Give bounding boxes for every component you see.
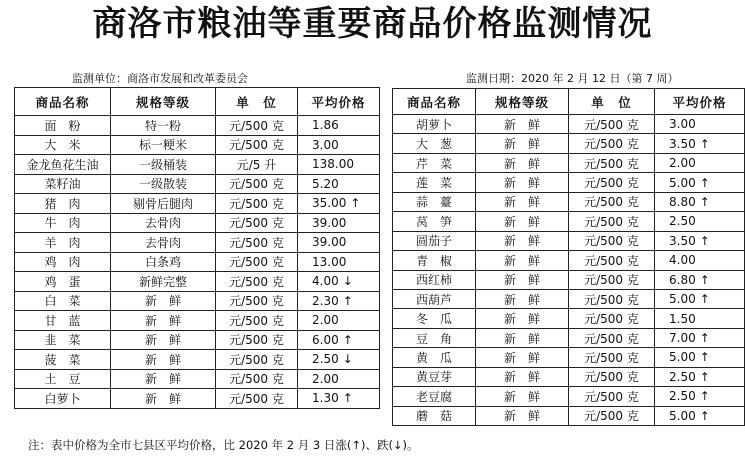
product-name-cell: 西红柿 [393, 270, 476, 289]
product-name-cell: 青 椒 [393, 251, 476, 270]
unit-cell: 元/500 克 [569, 367, 655, 386]
table-row [15, 213, 380, 233]
price-trend-arrow-icon: ↑ [699, 408, 710, 423]
table-row [393, 309, 745, 328]
avg-price-value: 2.50 [669, 214, 696, 229]
table-row [15, 389, 380, 409]
product-name-cell: 甘 蓝 [15, 311, 111, 331]
header-spec: 规格等级 [476, 89, 569, 115]
avg-price-value: 4.00 [669, 253, 696, 268]
footnote: 注：表中价格为全市七县区平均价格，比 2020 年 2 月 3 日涨(↑)、跌(↓)。 [28, 438, 419, 452]
unit-cell: 元/500 克 [569, 328, 655, 347]
table-row [15, 272, 380, 292]
spec-cell: 新 鲜 [476, 348, 569, 367]
product-name-cell: 蘑 菇 [393, 406, 476, 425]
unit-cell: 元/500 克 [569, 115, 655, 134]
monitor-unit: 监测单位：商洛市发展和改革委员会 [72, 72, 248, 85]
price-trend-arrow-icon: ↑ [699, 350, 710, 365]
product-name-cell: 鸡 蛋 [15, 272, 111, 292]
avg-price-value: 2.50 [312, 352, 339, 367]
avg-price-cell [298, 194, 380, 214]
avg-price-cell [655, 348, 745, 367]
unit-cell: 元/500 克 [216, 116, 298, 136]
unit-cell: 元/500 克 [569, 289, 655, 308]
product-name-cell: 韭 菜 [15, 330, 111, 350]
spec-cell: 新 鲜 [476, 231, 569, 250]
unit-cell: 元/500 克 [569, 406, 655, 425]
product-name-cell: 牛 肉 [15, 213, 111, 233]
avg-price-cell [655, 367, 745, 386]
table-row [393, 115, 745, 134]
unit-cell: 元/500 克 [569, 270, 655, 289]
product-name-cell: 莲 菜 [393, 173, 476, 192]
price-trend-arrow-icon: ↑ [699, 369, 710, 384]
unit-cell: 元/500 克 [216, 272, 298, 292]
table-row [393, 387, 745, 406]
table-row [15, 311, 380, 331]
spec-cell: 新 鲜 [111, 311, 216, 331]
spec-cell: 新 鲜 [111, 330, 216, 350]
header-product-name: 商品名称 [15, 88, 111, 116]
spec-cell: 新 鲜 [476, 251, 569, 270]
unit-cell: 元/500 克 [216, 350, 298, 370]
avg-price-value: 1.50 [669, 311, 696, 326]
spec-cell: 新 鲜 [111, 389, 216, 409]
spec-cell: 新鲜完整 [111, 272, 216, 292]
spec-cell: 新 鲜 [476, 387, 569, 406]
avg-price-value: 39.00 [312, 215, 347, 230]
avg-price-value: 5.00 [669, 292, 696, 307]
avg-price-cell [655, 115, 745, 134]
price-trend-arrow-icon: ↑ [342, 391, 353, 406]
avg-price-cell [655, 173, 745, 192]
table-row [15, 135, 380, 155]
avg-price-cell [655, 134, 745, 153]
avg-price-value: 5.00 [669, 350, 696, 365]
avg-price-value: 6.00 [312, 332, 339, 347]
spec-cell: 新 鲜 [476, 153, 569, 172]
unit-cell: 元/500 克 [216, 194, 298, 214]
unit-cell: 元/500 克 [216, 233, 298, 253]
unit-cell: 元/500 克 [216, 291, 298, 311]
avg-price-value: 2.00 [312, 371, 339, 386]
product-name-cell: 土 豆 [15, 369, 111, 389]
unit-cell: 元/500 克 [569, 134, 655, 153]
spec-cell: 新 鲜 [476, 173, 569, 192]
header-product-name: 商品名称 [393, 89, 476, 115]
product-name-cell: 冬 瓜 [393, 309, 476, 328]
table-row [15, 252, 380, 272]
unit-cell: 元/500 克 [216, 135, 298, 155]
product-name-cell: 大 葱 [393, 134, 476, 153]
product-name-cell: 莴 笋 [393, 212, 476, 231]
table-row [393, 153, 745, 172]
avg-price-cell [298, 369, 380, 389]
avg-price-value: 2.50 [669, 369, 696, 384]
spec-cell: 去骨肉 [111, 233, 216, 253]
header-avg-price: 平均价格 [298, 88, 380, 116]
avg-price-value: 6.80 [669, 272, 696, 287]
avg-price-cell [655, 231, 745, 250]
avg-price-cell [655, 251, 745, 270]
avg-price-cell [298, 174, 380, 194]
avg-price-cell [655, 289, 745, 308]
header-unit: 单 位 [569, 89, 655, 115]
table-header-row [393, 89, 745, 115]
unit-cell: 元/500 克 [216, 213, 298, 233]
table-row [15, 155, 380, 175]
unit-cell: 元/500 克 [216, 252, 298, 272]
unit-cell: 元/5 升 [216, 155, 298, 175]
product-name-cell: 面 粉 [15, 116, 111, 136]
table-row [15, 174, 380, 194]
unit-cell: 元/500 克 [216, 311, 298, 331]
product-name-cell: 蒜 薹 [393, 192, 476, 211]
spec-cell: 新 鲜 [111, 350, 216, 370]
unit-cell: 元/500 克 [569, 212, 655, 231]
price-trend-arrow-icon: ↑ [342, 293, 353, 308]
price-trend-arrow-icon: ↑ [699, 272, 710, 287]
spec-cell: 一级散装 [111, 174, 216, 194]
avg-price-value: 39.00 [312, 235, 347, 250]
spec-cell: 白条鸡 [111, 252, 216, 272]
avg-price-cell [298, 389, 380, 409]
avg-price-cell [655, 270, 745, 289]
product-name-cell: 羊 肉 [15, 233, 111, 253]
product-name-cell: 黄 瓜 [393, 348, 476, 367]
table-header-row [15, 88, 380, 116]
avg-price-value: 4.00 [312, 274, 339, 289]
spec-cell: 新 鲜 [111, 291, 216, 311]
price-trend-arrow-icon: ↑ [699, 194, 710, 209]
avg-price-value: 2.30 [312, 293, 339, 308]
table-row [393, 231, 745, 250]
avg-price-value: 3.50 [669, 136, 696, 151]
unit-cell: 元/500 克 [216, 389, 298, 409]
spec-cell: 新 鲜 [476, 328, 569, 347]
product-name-cell: 大 米 [15, 135, 111, 155]
unit-cell: 元/500 克 [569, 251, 655, 270]
avg-price-value: 1.86 [312, 118, 339, 133]
product-name-cell: 白 菜 [15, 291, 111, 311]
avg-price-value: 5.00 [669, 175, 696, 190]
avg-price-cell [655, 328, 745, 347]
unit-cell: 元/500 克 [569, 192, 655, 211]
price-trend-arrow-icon: ↓ [342, 274, 353, 289]
table-row [15, 194, 380, 214]
table-row [393, 134, 745, 153]
avg-price-cell [298, 135, 380, 155]
avg-price-cell [655, 406, 745, 425]
table-row [393, 367, 745, 386]
table-row [393, 173, 745, 192]
table-row [393, 212, 745, 231]
avg-price-value: 138.00 [312, 157, 354, 172]
product-name-cell: 圆茄子 [393, 231, 476, 250]
avg-price-value: 3.50 [669, 233, 696, 248]
unit-cell: 元/500 克 [569, 173, 655, 192]
table-row [393, 251, 745, 270]
spec-cell: 新 鲜 [476, 289, 569, 308]
spec-cell: 新 鲜 [476, 367, 569, 386]
product-name-cell: 芹 菜 [393, 153, 476, 172]
spec-cell: 新 鲜 [476, 115, 569, 134]
spec-cell: 新 鲜 [111, 369, 216, 389]
spec-cell: 特一粉 [111, 116, 216, 136]
header-avg-price: 平均价格 [655, 89, 745, 115]
avg-price-cell [298, 330, 380, 350]
price-trend-arrow-icon: ↑ [699, 233, 710, 248]
table-row [15, 233, 380, 253]
avg-price-cell [655, 153, 745, 172]
spec-cell: 剔骨后腿肉 [111, 194, 216, 214]
avg-price-value: 2.50 [669, 389, 696, 404]
avg-price-cell [298, 116, 380, 136]
price-trend-arrow-icon: ↓ [342, 352, 353, 367]
page-title: 商洛市粮油等重要商品价格监测情况 [92, 4, 653, 44]
product-name-cell: 西葫芦 [393, 289, 476, 308]
price-trend-arrow-icon: ↑ [342, 332, 353, 347]
avg-price-cell [655, 309, 745, 328]
avg-price-value: 5.00 [669, 408, 696, 423]
product-name-cell: 猪 肉 [15, 194, 111, 214]
avg-price-value: 2.00 [312, 313, 339, 328]
monitor-date: 监测日期：2020 年 2 月 12 日（第 7 周） [466, 72, 679, 85]
avg-price-value: 3.00 [312, 137, 339, 152]
unit-cell: 元/500 克 [216, 330, 298, 350]
table-row [15, 116, 380, 136]
product-name-cell: 黄豆芽 [393, 367, 476, 386]
price-trend-arrow-icon: ↑ [350, 196, 361, 211]
header-spec: 规格等级 [111, 88, 216, 116]
avg-price-value: 13.00 [312, 254, 347, 269]
product-name-cell: 鸡 肉 [15, 252, 111, 272]
price-trend-arrow-icon: ↑ [699, 136, 710, 151]
price-table-left-body [15, 116, 380, 409]
avg-price-cell [298, 213, 380, 233]
price-table-right-body [393, 115, 745, 426]
product-name-cell: 菠 菜 [15, 350, 111, 370]
avg-price-cell [655, 192, 745, 211]
product-name-cell: 金龙鱼花生油 [15, 155, 111, 175]
product-name-cell: 白萝卜 [15, 389, 111, 409]
table-row [393, 270, 745, 289]
spec-cell: 标一粳米 [111, 135, 216, 155]
price-trend-arrow-icon: ↑ [699, 389, 710, 404]
spec-cell: 新 鲜 [476, 134, 569, 153]
unit-cell: 元/500 克 [216, 369, 298, 389]
avg-price-cell [298, 291, 380, 311]
avg-price-cell [298, 155, 380, 175]
product-name-cell: 胡萝卜 [393, 115, 476, 134]
table-row [15, 350, 380, 370]
spec-cell: 一级桶装 [111, 155, 216, 175]
avg-price-cell [655, 387, 745, 406]
table-row [393, 406, 745, 425]
product-name-cell: 菜籽油 [15, 174, 111, 194]
avg-price-value: 1.30 [312, 391, 339, 406]
table-row [15, 330, 380, 350]
spec-cell: 新 鲜 [476, 309, 569, 328]
spec-cell: 新 鲜 [476, 192, 569, 211]
table-row [393, 192, 745, 211]
avg-price-cell [655, 212, 745, 231]
table-row [15, 291, 380, 311]
avg-price-cell [298, 350, 380, 370]
avg-price-value: 3.00 [669, 117, 696, 132]
price-table-left [14, 87, 380, 409]
unit-cell: 元/500 克 [569, 348, 655, 367]
avg-price-value: 7.00 [669, 331, 696, 346]
unit-cell: 元/500 克 [569, 231, 655, 250]
unit-cell: 元/500 克 [569, 153, 655, 172]
price-trend-arrow-icon: ↑ [699, 331, 710, 346]
table-row [393, 348, 745, 367]
price-trend-arrow-icon: ↑ [699, 175, 710, 190]
product-name-cell: 豆 角 [393, 328, 476, 347]
avg-price-cell [298, 311, 380, 331]
avg-price-value: 5.20 [312, 176, 339, 191]
unit-cell: 元/500 克 [569, 309, 655, 328]
price-trend-arrow-icon: ↑ [699, 292, 710, 307]
avg-price-cell [298, 272, 380, 292]
table-row [393, 289, 745, 308]
avg-price-value: 35.00 [312, 196, 347, 211]
spec-cell: 新 鲜 [476, 212, 569, 231]
price-table-right [392, 88, 745, 426]
avg-price-cell [298, 233, 380, 253]
product-name-cell: 老豆腐 [393, 387, 476, 406]
header-unit: 单 位 [216, 88, 298, 116]
spec-cell: 去骨肉 [111, 213, 216, 233]
spec-cell: 新 鲜 [476, 270, 569, 289]
table-row [393, 328, 745, 347]
avg-price-value: 2.00 [669, 156, 696, 171]
spec-cell: 新 鲜 [476, 406, 569, 425]
table-row [15, 369, 380, 389]
avg-price-cell [298, 252, 380, 272]
avg-price-value: 8.80 [669, 194, 696, 209]
unit-cell: 元/500 克 [216, 174, 298, 194]
unit-cell: 元/500 克 [569, 387, 655, 406]
